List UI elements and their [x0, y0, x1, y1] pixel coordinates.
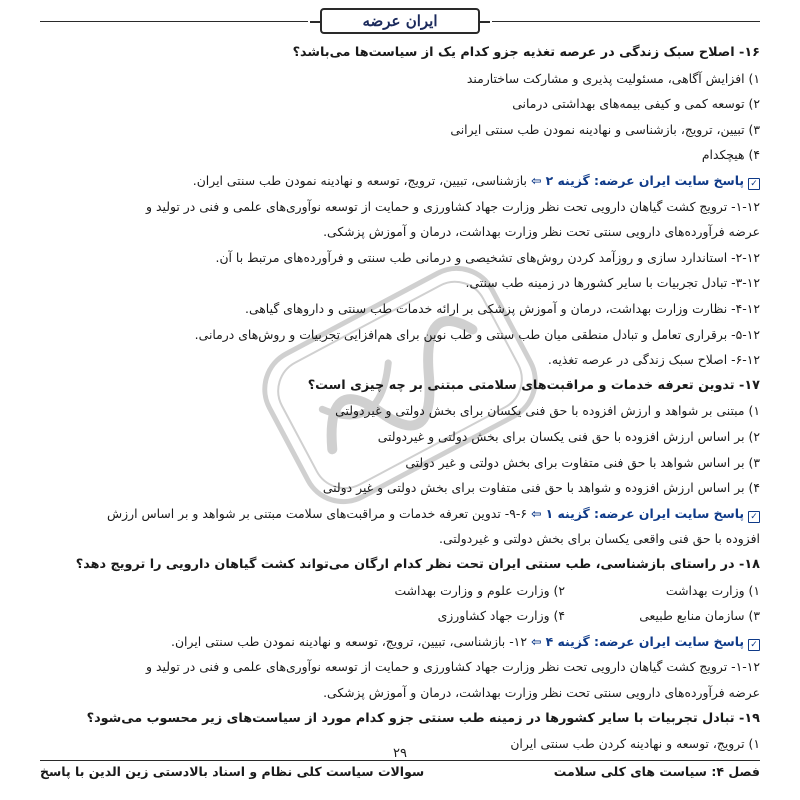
text-line: ۲) بر اساس ارزش افزوده با حق فنی یکسان برای بخش دولتی و غیردولتی	[377, 429, 760, 444]
question-heading: ۱۸- در راستای بازشناسی، طب سنتی ایران تحت نظر کدام ارگان می‌تواند کشت گیاهان دارویی را ترویج دهد؟	[75, 557, 760, 572]
answer-label: پاسخ سایت ایران عرضه: گزینه ۲ ⇦	[530, 173, 744, 188]
footer-book-title: سوالات سیاست کلی نظام و اسناد بالادستی زین الدین با پاسخ	[40, 764, 425, 779]
text-line: عرضه فرآورده‌های دارویی سنتی تحت نظر وزارت بهداشت، درمان و آموزش پزشکی.	[323, 685, 760, 700]
text-line: ۴) هیچکدام	[701, 147, 760, 163]
checkbox-icon: ✓	[748, 178, 760, 190]
question-heading: ۱۷- تدوین تعرفه خدمات و مراقبت‌های سلامتی مبتنی بر چه چیزی است؟	[307, 377, 760, 393]
option-text: ۳) سازمان منابع طبیعی	[639, 608, 760, 624]
checkbox-icon: ✓	[748, 639, 760, 651]
answer-text: بازشناسی، تبیین، ترویج، توسعه و نهادینه نمودن طب سنتی ایران.	[192, 173, 531, 188]
answer-line	[40, 633, 760, 651]
text-line: ۱) افزایش آگاهی، مسئولیت پذیری و مشارکت ساختارمند	[466, 70, 760, 86]
answer-text: ۶-۹- تدوین تعرفه خدمات و مراقبت‌های سلامت مبتنی بر شواهد و بر اساس ارزش	[107, 505, 531, 521]
text-line: ۱-۱۲- ترویج کشت گیاهان دارویی تحت نظر وزارت جهاد کشاورزی و حمایت از توسعه نوآوری‌های علمی و فنی در تولید و	[146, 198, 760, 214]
text-line: ۱) مبتنی بر شواهد و ارزش افزوده با حق فنی یکسان برای بخش دولتی و غیردولتی	[335, 403, 760, 419]
text-line: ۳-۱۲- تبادل تجربیات با سایر کشورها در زمینه طب سنتی.	[465, 275, 760, 291]
option-text: ۲) وزارت علوم و وزارت بهداشت	[394, 582, 565, 598]
text-line: ۴) بر اساس ارزش افزوده و شواهد با حق فنی متفاوت برای بخش دولتی و غیر دولتی	[322, 480, 760, 496]
site-logo	[320, 8, 480, 34]
answer-line	[40, 172, 760, 190]
option-row	[40, 582, 760, 600]
text-line: ۲) توسعه کمی و کیفی بیمه‌های بهداشتی درمانی	[512, 96, 760, 112]
checkbox-icon: ✓	[748, 511, 760, 523]
header-rule-left	[40, 21, 308, 22]
text-line: ۱) ترویج، توسعه و نهادینه کردن طب سنتی ایران	[510, 736, 760, 752]
page-number: ۲۹	[393, 746, 407, 761]
text-line: ۳) بر اساس شواهد با حق فنی متفاوت برای بخش دولتی و غیر دولتی	[405, 454, 760, 470]
text-line: افزوده با حق فنی واقعی یکسان برای بخش دولتی و غیردولتی.	[439, 531, 760, 547]
text-line: ۵-۱۲- برقراری تعامل و تبادل منطقی میان طب سنتی و طب نوین برای هم‌افزایی تجربیات و روش‌های درمانی.	[194, 326, 760, 342]
header-rule-right	[492, 21, 760, 22]
text-line: ۳) تبیین، ترویج، بازشناسی و نهادینه نمودن طب سنتی ایرانی	[450, 121, 760, 137]
answer-label: پاسخ سایت ایران عرضه: گزینه ۱ ⇦	[530, 505, 744, 521]
answer-label: پاسخ سایت ایران عرضه: گزینه ۴ ⇦	[530, 633, 744, 649]
option-text: ۴) وزارت جهاد کشاورزی	[437, 608, 565, 624]
text-line: ۴-۱۲- نظارت وزارت بهداشت، درمان و آموزش پزشکی بر ارائه خدمات طب سنتی و داروهای گیاهی.	[245, 301, 760, 316]
page-footer	[40, 746, 760, 784]
text-line: ۲-۱۲- استاندارد سازی و روزآمد کردن روش‌های تشخیصی و درمانی طب سنتی و فرآورده‌های مرتبط با آن.	[215, 249, 760, 265]
text-line: ۶-۱۲- اصلاح سبک زندگی در عرصه تغذیه.	[547, 352, 760, 368]
logo-text: ایران عرضه	[362, 12, 438, 30]
question-heading: ۱۶- اصلاح سبک زندگی در عرصه تغذیه جزو کدام یک از سیاست‌ها می‌باشد؟	[292, 45, 760, 60]
text-line: عرضه فرآورده‌های دارویی سنتی تحت نظر وزارت بهداشت، درمان و آموزش پزشکی.	[323, 224, 760, 240]
footer-chapter: فصل ۴: سیاست های کلی سلامت	[553, 764, 760, 779]
question-heading: ۱۹- تبادل تجربیات با سایر کشورها در زمینه طب سنتی جزو کدام مورد از سیاست‌های زیر محسوب می‌شود؟	[86, 710, 760, 726]
answer-text: ۱۲- بازشناسی، تبیین، ترویج، توسعه و نهادینه نمودن طب سنتی ایران.	[171, 633, 531, 649]
text-line: ۱-۱۲- ترویج کشت گیاهان دارویی تحت نظر وزارت جهاد کشاورزی و حمایت از توسعه نوآوری‌های علمی و فنی در تولید و	[146, 659, 760, 675]
answer-line	[40, 505, 760, 523]
option-row	[40, 607, 760, 625]
option-text: ۱) وزارت بهداشت	[665, 582, 760, 598]
